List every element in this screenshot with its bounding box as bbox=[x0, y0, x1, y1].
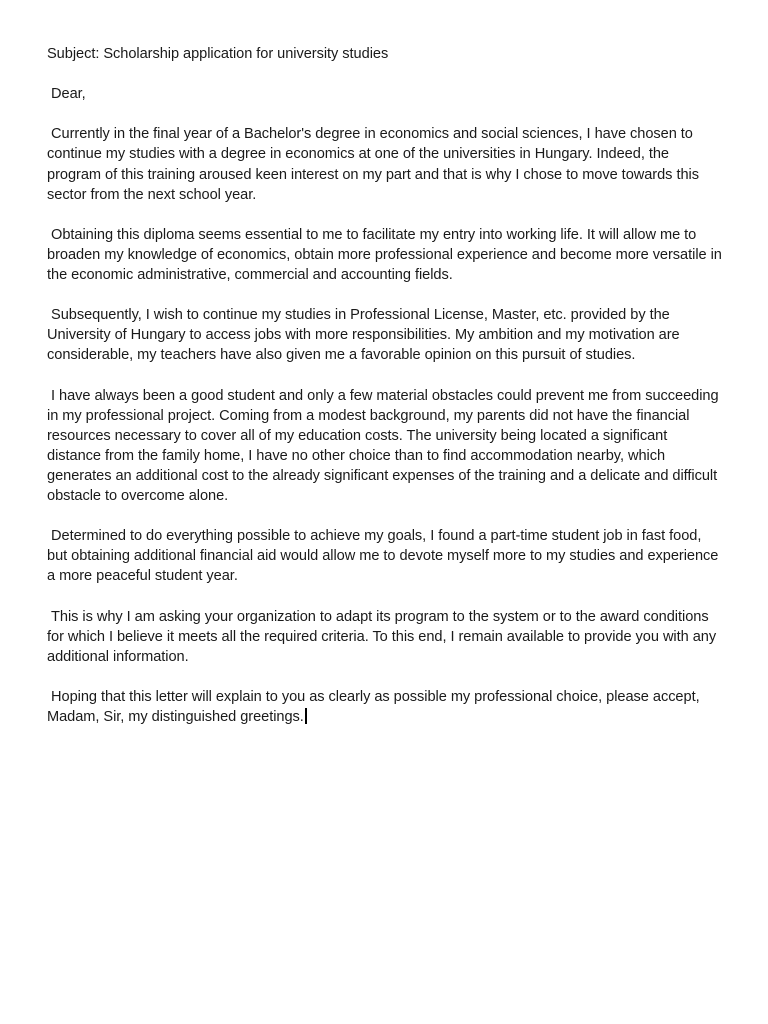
closing-paragraph bbox=[47, 687, 723, 727]
salutation: Dear, bbox=[47, 86, 86, 103]
paragraph: Subsequently, I wish to continue my studies in Professional License, Master, etc. provided by the University of Hungary to access jobs with more responsibilities. My ambition and my motivation are considerable, my teachers have also given me a favorable opinion on this pursuit of studies. bbox=[47, 307, 684, 364]
paragraph: Obtaining this diploma seems essential to me to facilitate my entry into working life. It will allow me to broaden my knowledge of economics, obtain more professional experience and become more versatile in the economic administrative, commercial and accounting fields. bbox=[47, 226, 726, 284]
closing-text: Hoping that this letter will explain to you as clearly as possible my professional choice, please accept, Madam, Sir, my distinguished greetings. bbox=[47, 689, 704, 726]
paragraph: Currently in the final year of a Bachelor's degree in economics and social sciences, I have chosen to continue my studies with a degree in economics at one of the universities in Hungary. Indeed, the program of this training aroused keen interest on my part and that is why I chose to move towards this sector from the next school year. bbox=[47, 126, 703, 203]
text-cursor bbox=[305, 708, 307, 724]
paragraph: Determined to do everything possible to achieve my goals, I found a part-time student job in fast food, but obtaining additional financial aid would allow me to devote myself more to my studies and experience a more peaceful student year. bbox=[47, 528, 723, 585]
paragraph: This is why I am asking your organization to adapt its program to the system or to the award conditions for which I believe it meets all the required criteria. To this end, I remain available to provide you with any additional information. bbox=[47, 608, 721, 665]
subject-line: Subject: Scholarship application for university studies bbox=[47, 46, 389, 62]
paragraph: I have always been a good student and only a few material obstacles could prevent me from succeeding in my professional project. Coming from a modest background, my parents did not have the financial resources necessary to cover all of my education costs. The university being located a significant distance from the family home, I have no other choice than to find accommodation nearby, which generates an additional cost to the already significant expenses of the training and a delicate and difficult obstacle to overcome alone. bbox=[47, 387, 723, 505]
letter-body[interactable] bbox=[47, 44, 726, 747]
